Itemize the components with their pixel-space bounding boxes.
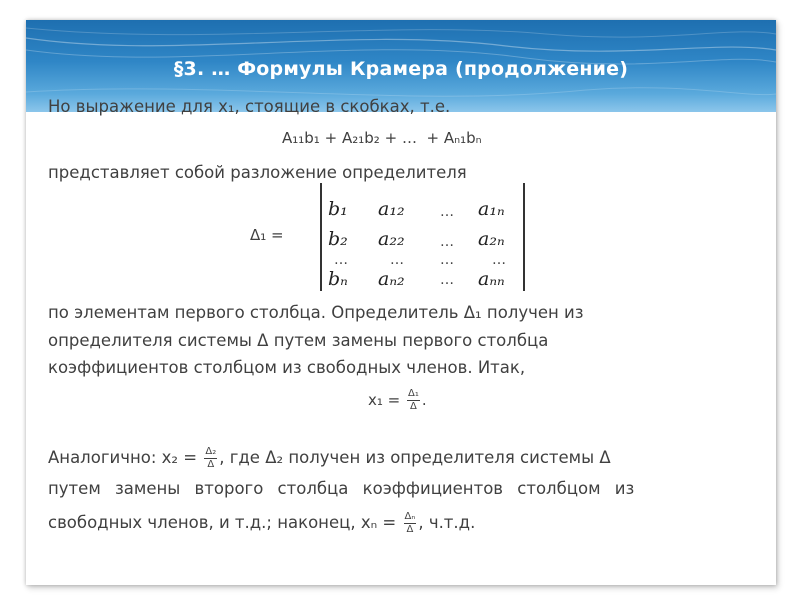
text-line-2: представляет собой разложение определителя <box>48 163 467 182</box>
paragraph-2-start: Аналогично: <box>48 448 157 467</box>
plus-sign: + <box>384 129 398 147</box>
xn-fraction <box>404 511 417 536</box>
det-cell-r4c2: aₙ₂ <box>378 268 405 290</box>
expansion-term-1: A₁₁b₁ <box>282 129 320 147</box>
x1-formula <box>368 388 427 413</box>
slide-title: §3. … Формулы Крамера (продолжение) <box>173 58 629 80</box>
x1-fraction <box>407 388 420 413</box>
paragraph-2-line-1-rest: , где Δ₂ получен из определителя системы Δ <box>219 448 611 467</box>
det-cell-r1c3: … <box>440 204 454 220</box>
xn-denominator: Δ <box>406 524 414 535</box>
xn-numerator: Δₙ <box>404 511 416 522</box>
text-line-1: Но выражение для x₁, стоящие в скобках, т.е. <box>48 97 451 116</box>
paragraph-1-line-3: коэффициентов столбцом из свободных членов. Итак, <box>48 358 526 377</box>
det-cell-r1c2: a₁₂ <box>378 198 405 220</box>
x2-denominator: Δ <box>207 459 215 470</box>
x2-fraction <box>204 446 217 471</box>
det-cell-r2c4: a₂ₙ <box>478 228 505 250</box>
det-cell-r4c4: aₙₙ <box>478 268 505 290</box>
det-cell-r3c2: … <box>390 252 404 268</box>
det-cell-r1c1: b₁ <box>328 198 348 220</box>
paragraph-1-line-1: по элементам первого столбца. Определитель Δ₁ получен из <box>48 303 584 322</box>
x1-lhs: x₁ = <box>368 391 401 409</box>
paragraph-2-line-3-start: свободных членов, и т.д.; наконец, xₙ = <box>48 513 397 532</box>
expansion-term-n: Aₙ₁bₙ <box>443 129 482 147</box>
determinant-label: Δ₁ = <box>250 226 284 244</box>
plus-sign: + <box>426 129 440 147</box>
plus-sign: + <box>324 129 338 147</box>
paragraph-2-line-2: путем замены второго столбца коэффициентов столбцом из <box>48 479 635 498</box>
expansion-ellipsis: … <box>401 129 417 147</box>
det-cell-r3c3: … <box>440 252 454 268</box>
det-cell-r2c1: b₂ <box>328 228 348 250</box>
paragraph-1-line-2: определителя системы Δ путем замены первого столбца <box>48 331 549 350</box>
expansion-formula <box>282 129 482 147</box>
det-cell-r4c1: bₙ <box>328 268 348 290</box>
x2-numerator: Δ₂ <box>205 446 217 457</box>
x1-period: . <box>421 391 427 409</box>
paragraph-2-line-3-end: , ч.т.д. <box>418 513 476 532</box>
det-cell-r3c4: … <box>492 252 506 268</box>
det-cell-r2c3: … <box>440 234 454 250</box>
x2-lhs: x₂ = <box>161 448 198 467</box>
expansion-term-2: A₂₁b₂ <box>341 129 380 147</box>
x1-numerator: Δ₁ <box>408 388 419 399</box>
det-cell-r2c2: a₂₂ <box>378 228 405 250</box>
det-cell-r1c4: a₁ₙ <box>478 198 505 220</box>
x1-denominator: Δ <box>410 401 417 412</box>
det-cell-r4c3: … <box>440 272 454 288</box>
paragraph-2-line-3 <box>48 511 475 536</box>
determinant-left-bar <box>320 183 322 291</box>
paragraph-2-line-1 <box>48 446 611 471</box>
det-cell-r3c1: … <box>334 252 348 268</box>
